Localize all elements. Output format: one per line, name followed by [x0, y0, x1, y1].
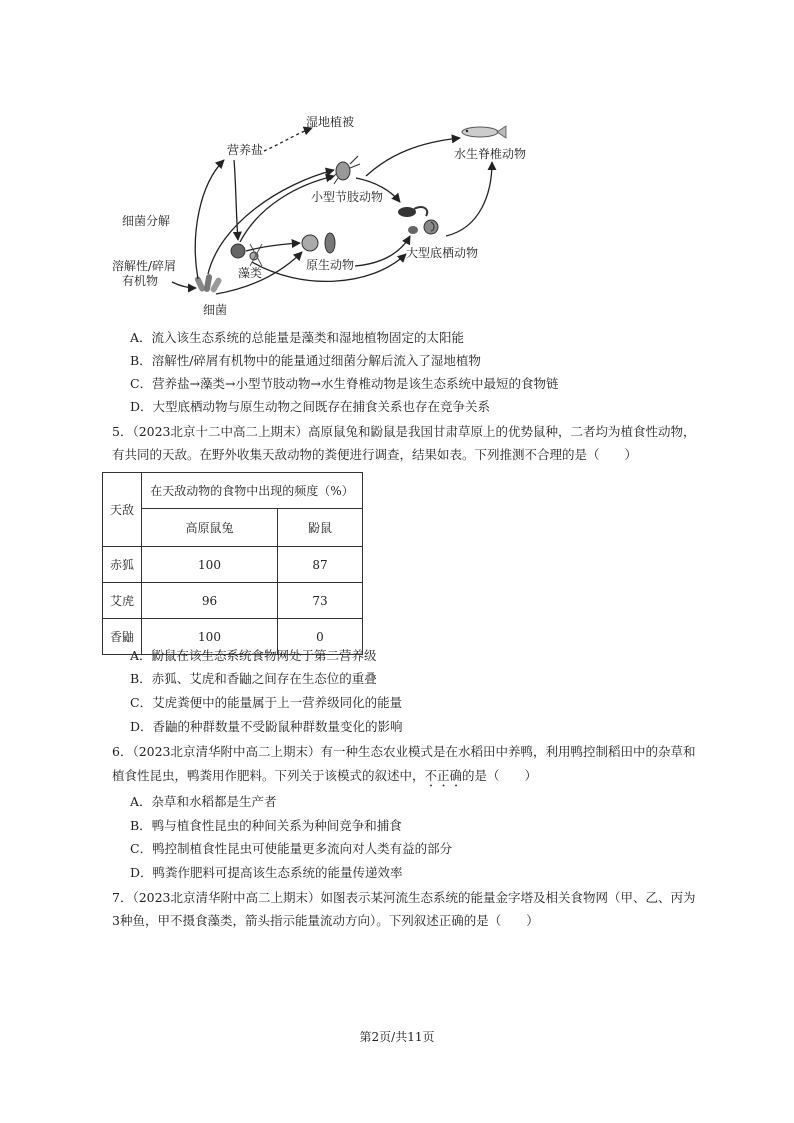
q5-option-a: A．鼢鼠在该生态系统食物网处于第二营养级: [130, 648, 377, 663]
protozoa-icon: [302, 233, 335, 253]
fish-icon: [462, 126, 506, 138]
table-col-b: 鼢鼠: [278, 509, 363, 547]
food-web-diagram: [100, 104, 560, 324]
arrow-benthic-fish: [446, 162, 492, 236]
q7-stem-line2: 3种鱼，甲不摄食藻类，箭头指示能量流动方向）。下列叙述正确的是（ ）: [112, 913, 539, 928]
arrow-protozoa-benthic: [355, 236, 410, 266]
fish-label: 水生脊椎动物: [454, 147, 527, 161]
arrow-arthropod-fish: [366, 138, 460, 176]
q5-option-c: C．艾虎粪便中的能量属于上一营养级同化的能量: [130, 695, 403, 710]
small-arthropod-label: 小型节肢动物: [311, 190, 384, 204]
q5-stem-line1: 5．（2023北京十二中高二上期末）高原鼠兔和鼢鼠是我国甘肃草原上的优势鼠种，二者均为植食性动物，: [112, 424, 696, 439]
table-row: 艾虎 96 73: [103, 583, 363, 619]
arrow-algae-protozoa: [246, 243, 300, 251]
algae-label: 藻类: [238, 266, 263, 280]
bacteria-label: 细菌: [203, 303, 228, 317]
predator-frequency-table: [102, 472, 363, 655]
q6-option-c: C．鸭控制植食性昆虫可使能量更多流向对人类有益的部分: [130, 841, 453, 856]
arrow-bacteria-nutrient: [195, 160, 224, 279]
arrow-nutrient-wetland: [264, 128, 312, 151]
algae-icon: [231, 244, 262, 266]
protozoa-label: 原生动物: [306, 258, 355, 272]
arrow-organic-bacteria: [172, 282, 196, 288]
q4-option-a: A．流入该生态系统的总能量是藻类和湿地植物固定的太阳能: [130, 330, 465, 345]
q4-option-d: D．大型底栖动物与原生动物之间既存在捕食关系也存在竞争关系: [130, 399, 491, 414]
q5-option-b: B．赤狐、艾虎和香鼬之间存在生态位的重叠: [130, 671, 377, 686]
page-footer: 第2页/共11页: [359, 1030, 435, 1044]
table-corner: 天敌: [103, 473, 142, 547]
wetland-label: 湿地植被: [306, 115, 355, 129]
table-row: 赤狐 100 87: [103, 547, 363, 583]
bacteria-decomp-label: 细菌分解: [122, 214, 171, 228]
q7-stem-line1: 7．（2023北京清华附中高二上期末）如图表示某河流生态系统的能量金字塔及相关食物网（甲、乙、丙为: [112, 890, 696, 905]
q6-option-a: A．杂草和水稻都是生产者: [130, 794, 277, 809]
arthropod-icon: [330, 156, 360, 184]
table-col-a: 高原鼠兔: [142, 509, 278, 547]
q5-stem-line2: 有共同的天敌。在野外收集天敌动物的粪便进行调查，结果如表。下列推测不合理的是（ ）: [112, 447, 638, 462]
benthic-icon: [398, 207, 438, 234]
q4-option-c: C．营养盐→藻类→小型节肢动物→水生脊椎动物是该生态系统中最短的食物链: [130, 376, 559, 391]
table-row: 香鼬 100 0: [103, 619, 363, 655]
benthic-label: 大型底栖动物: [406, 246, 479, 260]
table-header: 在天敌动物的食物中出现的频度（%）: [142, 473, 363, 509]
nutrient-label: 营养盐: [227, 143, 264, 157]
q5-option-d: D．香鼬的种群数量不受鼢鼠种群数量变化的影响: [130, 719, 403, 734]
q6-stem-line1: 6．（2023北京清华附中高二上期末）有一种生态农业模式是在水稻田中养鸭，利用鸭控制稻田中的杂草和: [112, 744, 696, 759]
emphasis-not-correct: 不正确: [424, 768, 463, 783]
organic-label-2: 有机物: [122, 274, 159, 288]
organic-label-1: 溶解性/碎屑: [112, 259, 177, 273]
q4-option-b: B．溶解性/碎屑有机物中的能量通过细菌分解后流入了湿地植物: [130, 353, 481, 368]
q6-option-d: D．鸭粪作肥料可提高该生态系统的能量传递效率: [130, 865, 403, 880]
q6-option-b: B．鸭与植食性昆虫的种间关系为种间竞争和捕食: [130, 818, 402, 833]
q6-stem-line2: 植食性昆虫，鸭粪用作肥料。下列关于该模式的叙述中，不正确的是（ ）: [112, 768, 538, 783]
